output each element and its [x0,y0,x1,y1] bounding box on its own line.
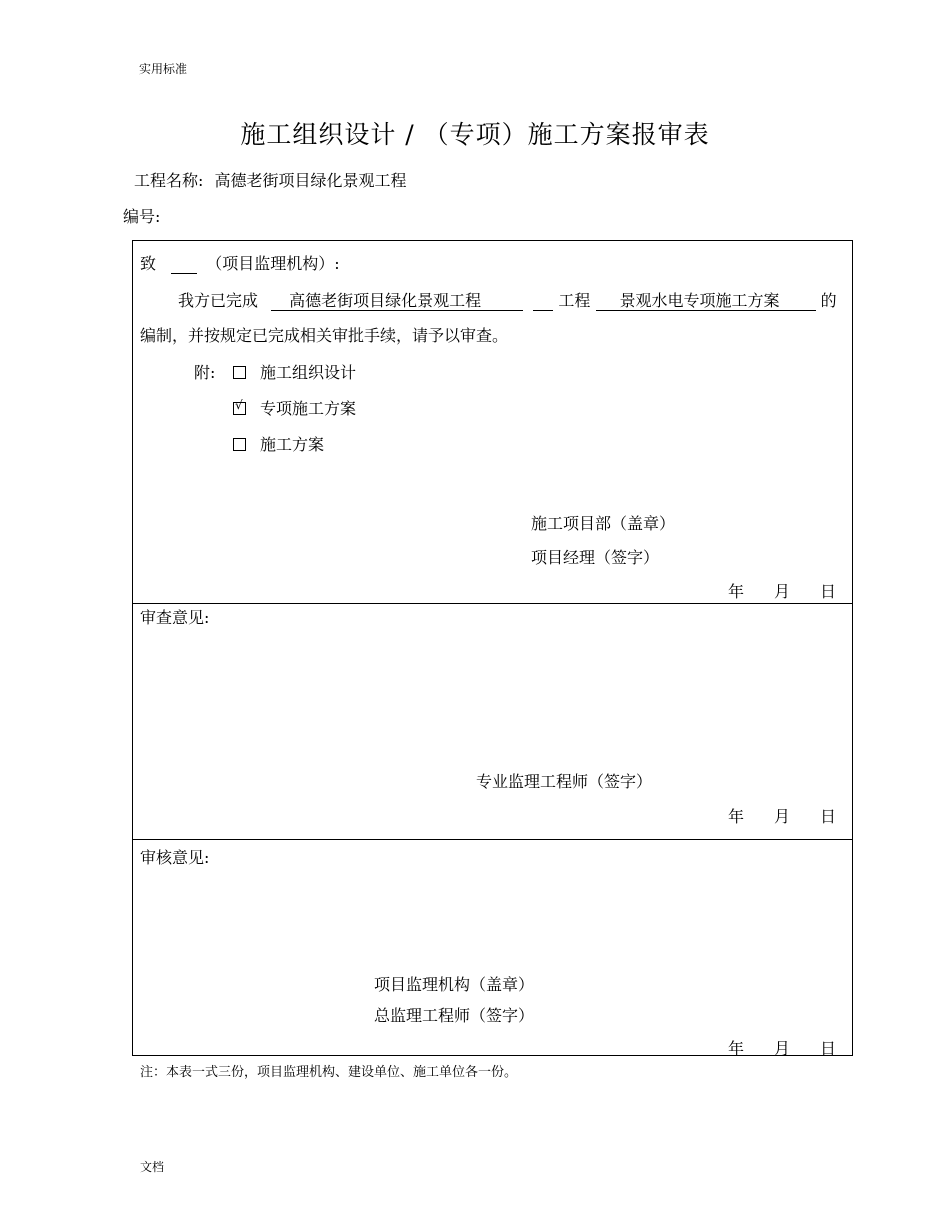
page-header-label: 实用标准 [139,62,188,76]
attachment-option-label: 专项施工方案 [260,399,357,418]
project-dept-seal-label: 施工项目部（盖章） [531,514,676,533]
date-year: 年 [728,582,745,601]
attachment-option-label: 施工方案 [260,435,325,454]
serial-number-label: 编号: [123,207,161,226]
attachment-option-2[interactable] [233,396,356,419]
checkbox-unchecked-icon[interactable] [233,366,246,379]
footnote: 注：本表一式三份，项目监理机构、建设单位、施工单位各一份。 [140,1065,518,1080]
date-day: 日 [820,582,837,601]
statement-suffix: 的 [820,291,837,310]
date-month: 月 [774,807,791,826]
statement-line-2: 编制，并按规定已完成相关审批手续，请予以审查。 [140,326,509,345]
attachment-label: 附: [194,363,216,382]
document-title: 施工组织设计 / （专项）施工方案报审表 [240,120,710,149]
checkbox-unchecked-icon[interactable] [233,438,246,451]
date-year: 年 [728,807,745,826]
checkbox-checked-icon[interactable]: √ [233,402,246,415]
date-row-1 [728,579,836,602]
project-name-row [134,168,407,191]
specialist-engineer-sign-label: 专业监理工程师（签字） [476,772,653,791]
review-opinion-heading: 审查意见: [140,608,210,627]
audit-opinion-heading: 审核意见: [140,848,210,867]
addressee-row [140,251,340,274]
plan-name-fill: 景观水电专项施工方案 [596,291,816,311]
project-name-fill: 高德老街项目绿化景观工程 [271,291,523,311]
completion-statement-row [178,288,837,311]
statement-prefix: 我方已完成 [178,291,259,310]
attachment-option-3[interactable] [233,432,324,455]
attachment-option-label: 施工组织设计 [260,363,357,382]
page-footer-label: 文档 [140,1160,165,1174]
date-year: 年 [728,1039,745,1058]
date-row-2 [728,804,836,827]
chief-engineer-sign-label: 总监理工程师（签字） [374,1006,535,1025]
section-divider-2 [132,839,853,840]
date-day: 日 [820,1039,837,1058]
project-name-label: 工程名称: [134,171,204,190]
project-name-value: 高德老街项目绿化景观工程 [214,171,407,190]
statement-mid: 工程 [558,291,591,310]
date-month: 月 [774,1039,791,1058]
project-blank-extra [533,292,553,311]
addressee-suffix: （项目监理机构）: [206,254,340,273]
section-divider-1 [132,603,853,604]
attachment-option-1[interactable] [233,360,356,383]
date-row-3 [728,1036,836,1059]
date-day: 日 [820,807,837,826]
date-month: 月 [774,582,791,601]
supervision-seal-label: 项目监理机构（盖章） [374,975,535,994]
addressee-prefix: 致 [140,254,157,273]
project-manager-sign-label: 项目经理（签字） [531,548,660,567]
addressee-blank [171,255,197,274]
